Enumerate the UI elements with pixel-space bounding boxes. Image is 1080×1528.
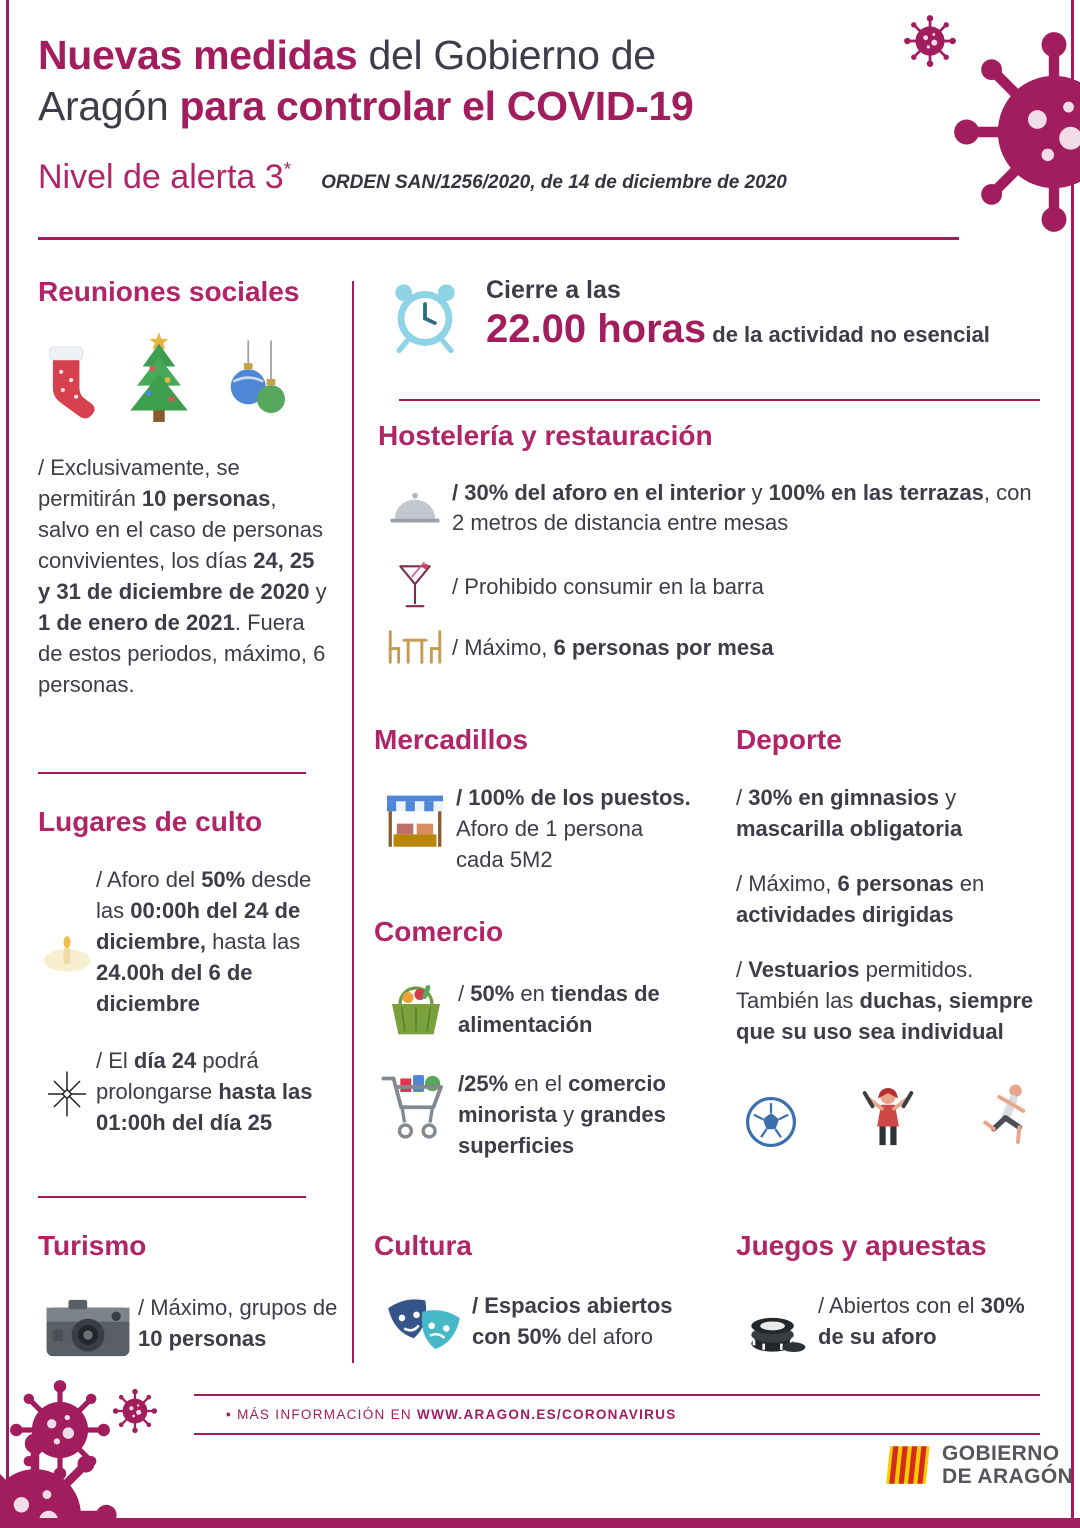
virus-icon xyxy=(112,1388,158,1434)
virus-icon xyxy=(0,1430,120,1528)
closure-banner xyxy=(384,276,1049,358)
measure-text: / Aforo del 50% desde las 00:00h del 24 de diciembre, hasta las 24.00h del 6 de diciembre xyxy=(96,867,312,1016)
cloche-icon xyxy=(378,488,452,528)
poker-chips-icon xyxy=(736,1290,818,1356)
measure-text: / Exclusivamente, se permitirán 10 personas, salvo en el caso de personas convivientes, los días 24, 25 y 31 de diciembre de 2020 y 1 de enero de 2021. Fuera de estos periodos, máximo, 6 personas. xyxy=(38,455,327,697)
theater-masks-icon xyxy=(374,1290,472,1360)
measure-item xyxy=(38,1045,338,1138)
closure-time: 22.00 horas xyxy=(486,307,707,351)
section-mercadillos xyxy=(374,724,692,875)
measure-text: /25% en el comercio minorista y grandes superficies xyxy=(458,1071,666,1158)
section-title: Juegos y apuestas xyxy=(736,1230,987,1261)
section-title: Lugares de culto xyxy=(38,806,263,837)
section-lugares-de-culto xyxy=(38,806,338,1138)
column-divider xyxy=(352,281,354,1363)
left-border xyxy=(6,0,9,1528)
title-accent-1: Nuevas medidas xyxy=(38,32,358,78)
measure-item xyxy=(378,628,1044,666)
section-title: Reuniones sociales xyxy=(38,276,300,307)
baubles-icon xyxy=(222,338,292,426)
title-plain-2: Aragón xyxy=(38,83,180,129)
section-title: Hostelería y restauración xyxy=(378,420,713,451)
section-divider xyxy=(399,399,1040,401)
closure-text xyxy=(486,276,990,358)
measure-text: / El día 24 podrá prolongarse hasta las 01:00h del día 25 xyxy=(96,1048,313,1135)
market-stall-icon xyxy=(374,782,456,856)
logo-text xyxy=(942,1442,1073,1488)
measure-item xyxy=(736,1290,1048,1356)
alert-row xyxy=(38,158,928,197)
section-title: Mercadillos xyxy=(374,724,529,755)
order-reference: ORDEN SAN/1256/2020, de 14 de diciembre de 2020 xyxy=(321,172,787,193)
dumbbell-woman-icon xyxy=(858,1083,918,1149)
stocking-icon xyxy=(38,340,96,426)
section-divider xyxy=(38,1196,306,1198)
candle-icon xyxy=(38,864,96,1019)
christmas-icons-row xyxy=(38,328,330,426)
measure-item xyxy=(378,478,1044,538)
measure-text: / Espacios abiertos con 50% del aforo xyxy=(472,1293,673,1349)
section-title: Comercio xyxy=(374,916,504,947)
measure-text: / 50% en tiendas de alimentación xyxy=(458,981,660,1037)
section-reuniones-sociales xyxy=(38,276,330,700)
measure-item xyxy=(374,1068,706,1161)
section-cultura xyxy=(374,1230,706,1360)
bottom-border xyxy=(0,1518,1080,1528)
measure-text: / 30% del aforo en el interior y 100% en las terrazas, con 2 metros de distancia entre mesas xyxy=(452,480,1032,535)
runner-icon xyxy=(978,1083,1036,1149)
title-plain-1: del Gobierno de xyxy=(357,32,656,78)
measure-item xyxy=(38,1292,343,1360)
section-title: Deporte xyxy=(736,724,842,755)
measure-text: / Máximo, grupos de 10 personas xyxy=(138,1295,338,1351)
measure-item xyxy=(374,782,692,875)
logo-line-2: DE ARAGÓN xyxy=(942,1465,1074,1488)
section-juegos-y-apuestas xyxy=(736,1230,1048,1356)
virus-icon xyxy=(903,14,957,68)
more-info-bar: • MÁS INFORMACIÓN EN WWW.ARAGON.ES/CORONAVIRUS xyxy=(194,1394,1040,1435)
measure-item xyxy=(374,978,706,1040)
measure-text: / Máximo, 6 personas en actividades dirigidas xyxy=(736,871,985,927)
measure-item xyxy=(378,554,1044,618)
closure-intro: Cierre a las xyxy=(486,276,621,304)
section-title: Turismo xyxy=(38,1230,147,1261)
star-icon xyxy=(38,1045,96,1138)
section-divider xyxy=(38,772,306,774)
alert-asterisk: * xyxy=(283,159,292,181)
section-title: Cultura xyxy=(374,1230,472,1261)
alarm-clock-icon xyxy=(384,276,466,358)
measure-text: / Máximo, 6 personas por mesa xyxy=(452,634,774,660)
measure-item xyxy=(374,1290,706,1360)
section-deporte xyxy=(736,724,1044,1149)
soccer-ball-icon xyxy=(744,1095,798,1149)
title-accent-2: para controlar el COVID-19 xyxy=(179,83,694,129)
food-basket-icon xyxy=(374,978,458,1040)
page-title xyxy=(38,30,928,132)
christmas-tree-icon xyxy=(116,330,202,426)
logo-line-1: GOBIERNO xyxy=(942,1442,1060,1465)
measure-text: / Vestuarios permitidos. También las duchas, siempre que su uso sea individual xyxy=(736,957,1034,1044)
measure-text: / 30% en gimnasios y mascarilla obligatoria xyxy=(736,785,963,841)
section-comercio xyxy=(374,916,706,1161)
alert-level: Nivel de alerta 3* xyxy=(38,158,292,196)
header-divider xyxy=(38,237,959,240)
section-turismo xyxy=(38,1230,343,1360)
sports-icons-row xyxy=(736,1083,1044,1149)
header xyxy=(38,30,928,197)
shopping-cart-icon xyxy=(374,1068,458,1142)
measure-text: / 100% de los puestos. Aforo de 1 persona cada 5M2 xyxy=(456,785,691,872)
virus-icon xyxy=(950,28,1080,236)
aragon-flag-icon xyxy=(884,1444,932,1486)
gobierno-de-aragon-logo xyxy=(884,1442,1073,1488)
closure-detail xyxy=(486,307,990,352)
measure-text: / Prohibido consumir en la barra xyxy=(452,573,764,599)
closure-suffix: de la actividad no esencial xyxy=(706,322,990,347)
camera-icon xyxy=(38,1292,138,1360)
table-chairs-icon xyxy=(378,628,452,666)
cocktail-icon xyxy=(378,554,452,618)
measure-text: / Abiertos con el 30% de su aforo xyxy=(818,1293,1025,1349)
measure-item xyxy=(38,864,338,1019)
section-hosteleria xyxy=(378,420,1044,666)
